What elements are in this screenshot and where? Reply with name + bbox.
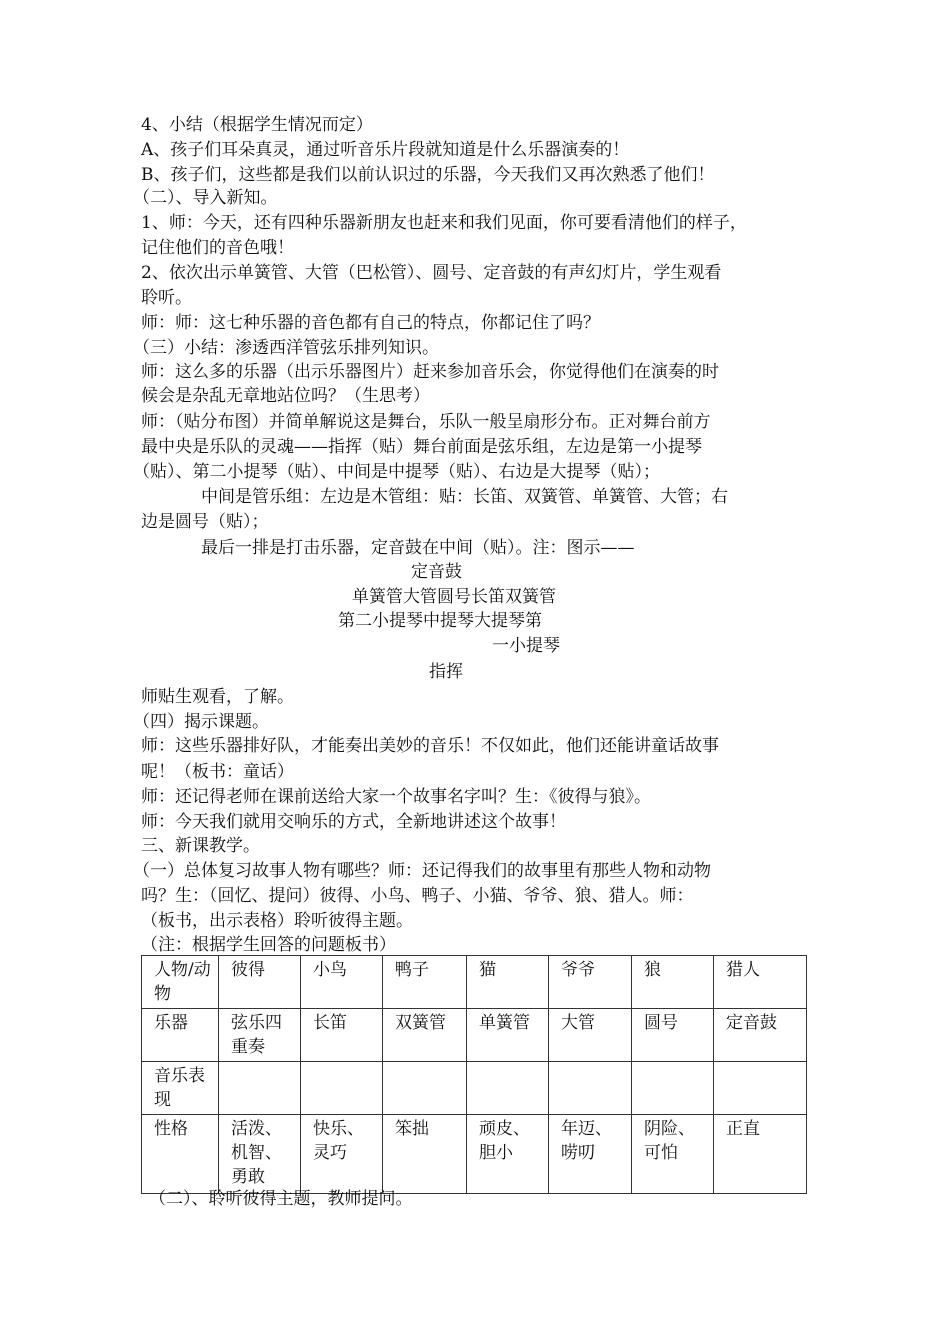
table-cell <box>301 1062 383 1115</box>
text-line: （注：根据学生回答的问题板书） <box>141 935 396 955</box>
table-cell: 快乐、灵巧 <box>301 1115 383 1194</box>
table-cell: 性格 <box>142 1115 219 1194</box>
table-row <box>142 1115 807 1194</box>
table-cell: 年迈、唠叨 <box>549 1115 632 1194</box>
table-cell: 顽皮、胆小 <box>467 1115 549 1194</box>
text-line: 师贴生观看，了解。 <box>141 687 294 707</box>
section-heading: （二）、聆听彼得主题，教师提问。 <box>149 1189 413 1209</box>
section-heading: 三、新课教学。 <box>141 836 260 856</box>
text-line: 师：这些乐器排好队，才能奏出美妙的音乐！不仅如此，他们还能讲童话故事 <box>141 736 719 756</box>
diagram-strings-cont: 一小提琴 <box>492 636 560 656</box>
table-cell: 鸭子 <box>383 956 467 1009</box>
text-line: 师：今天我们就用交响乐的方式，全新地讲述这个故事！ <box>141 812 566 832</box>
table-cell <box>632 1062 714 1115</box>
table-cell: 猫 <box>467 956 549 1009</box>
table-row <box>142 1062 807 1115</box>
text-line: 师：（贴分布图）并简单解说这是舞台，乐队一般呈扇形分布。正对舞台前方 <box>141 412 711 432</box>
text-line: A、孩子们耳朵真灵，通过听音乐片段就知道是什么乐器演奏的！ <box>141 140 630 160</box>
table-cell: 定音鼓 <box>714 1009 807 1062</box>
diagram-percussion: 定音鼓 <box>411 562 462 582</box>
table-cell: 音乐表现 <box>142 1062 219 1115</box>
table-cell: 小鸟 <box>301 956 383 1009</box>
text-line: 最中央是乐队的灵魂——指挥（贴）舞台前面是弦乐组，左边是第一小提琴 <box>141 437 702 457</box>
table-cell: 乐器 <box>142 1009 219 1062</box>
text-line: 中间是管乐组：左边是木管组：贴：长笛、双簧管、单簧管、大管；右 <box>201 487 728 507</box>
table-cell: 彼得 <box>219 956 301 1009</box>
text-line: 边是圆号（贴）； <box>141 512 269 532</box>
text-line: 师：这么多的乐器（出示乐器图片）赶来参加音乐会，你觉得他们在演奏的时 <box>141 362 719 382</box>
text-line: （板书，出示表格）聆听彼得主题。 <box>141 911 413 931</box>
table-cell <box>219 1062 301 1115</box>
diagram-conductor: 指挥 <box>429 662 463 682</box>
text-line: （贴）、第二小提琴（贴）、中间是中提琴（贴）、右边是大提琴（贴）； <box>133 462 660 482</box>
table-cell <box>714 1062 807 1115</box>
text-line: 师：师：这七种乐器的音色都有自己的特点，你都记住了吗？ <box>141 313 600 333</box>
table-cell <box>467 1062 549 1115</box>
table-cell: 狼 <box>632 956 714 1009</box>
table-cell: 圆号 <box>632 1009 714 1062</box>
table-cell: 弦乐四重奏 <box>219 1009 301 1062</box>
character-table <box>141 955 807 1194</box>
text-line: B、孩子们，这些都是我们以前认识过的乐器，今天我们又再次熟悉了他们！ <box>141 165 715 185</box>
text-line: 记住他们的音色哦！ <box>141 238 294 258</box>
table-row <box>142 956 807 1009</box>
text-line: 2、依次出示单簧管、大管（巴松管）、圆号、定音鼓的有声幻灯片，学生观看 <box>141 263 722 283</box>
table-cell: 单簧管 <box>467 1009 549 1062</box>
table-cell: 大管 <box>549 1009 632 1062</box>
diagram-strings: 第二小提琴中提琴大提琴第 <box>338 611 542 631</box>
table-cell: 活泼、机智、勇敢 <box>219 1115 301 1194</box>
text-line: 最后一排是打击乐器，定音鼓在中间（贴）。注：图示—— <box>201 538 635 558</box>
table-cell: 长笛 <box>301 1009 383 1062</box>
text-line: 师：还记得老师在课前送给大家一个故事名字叫？生：《彼得与狼》。 <box>141 787 651 807</box>
text-line: 1、师：今天，还有四种乐器新朋友也赶来和我们见面，你可要看清他们的样子， <box>141 213 747 233</box>
section-heading: （四）揭示课题。 <box>133 712 269 732</box>
table-cell: 笨拙 <box>383 1115 467 1194</box>
diagram-winds: 单簧管大管圆号长笛双簧管 <box>352 587 556 607</box>
text-line: 聆听。 <box>141 288 192 308</box>
table-cell <box>383 1062 467 1115</box>
table-cell: 爷爷 <box>549 956 632 1009</box>
text-line: 吗？生：（回忆、提问）彼得、小鸟、鸭子、小猫、爷爷、狼、猎人。师： <box>141 886 694 906</box>
text-line: 候会是杂乱无章地站位吗？（生思考） <box>141 386 430 406</box>
section-heading: （二）、导入新知。 <box>133 188 278 208</box>
text-line: 呢！（板书：童话） <box>141 762 294 782</box>
table-cell: 正直 <box>714 1115 807 1194</box>
table-row <box>142 1009 807 1062</box>
table-cell: 猎人 <box>714 956 807 1009</box>
table-cell: 阴险、可怕 <box>632 1115 714 1194</box>
section-heading: （三）小结：渗透西洋管弦乐排列知识。 <box>133 338 439 358</box>
table-cell <box>549 1062 632 1115</box>
table-cell: 人物/动物 <box>142 956 219 1009</box>
text-line: （一）总体复习故事人物有哪些？师：还记得我们的故事里有那些人物和动物 <box>133 861 711 881</box>
text-line: 4、小结（根据学生情况而定） <box>141 115 373 135</box>
table-cell: 双簧管 <box>383 1009 467 1062</box>
